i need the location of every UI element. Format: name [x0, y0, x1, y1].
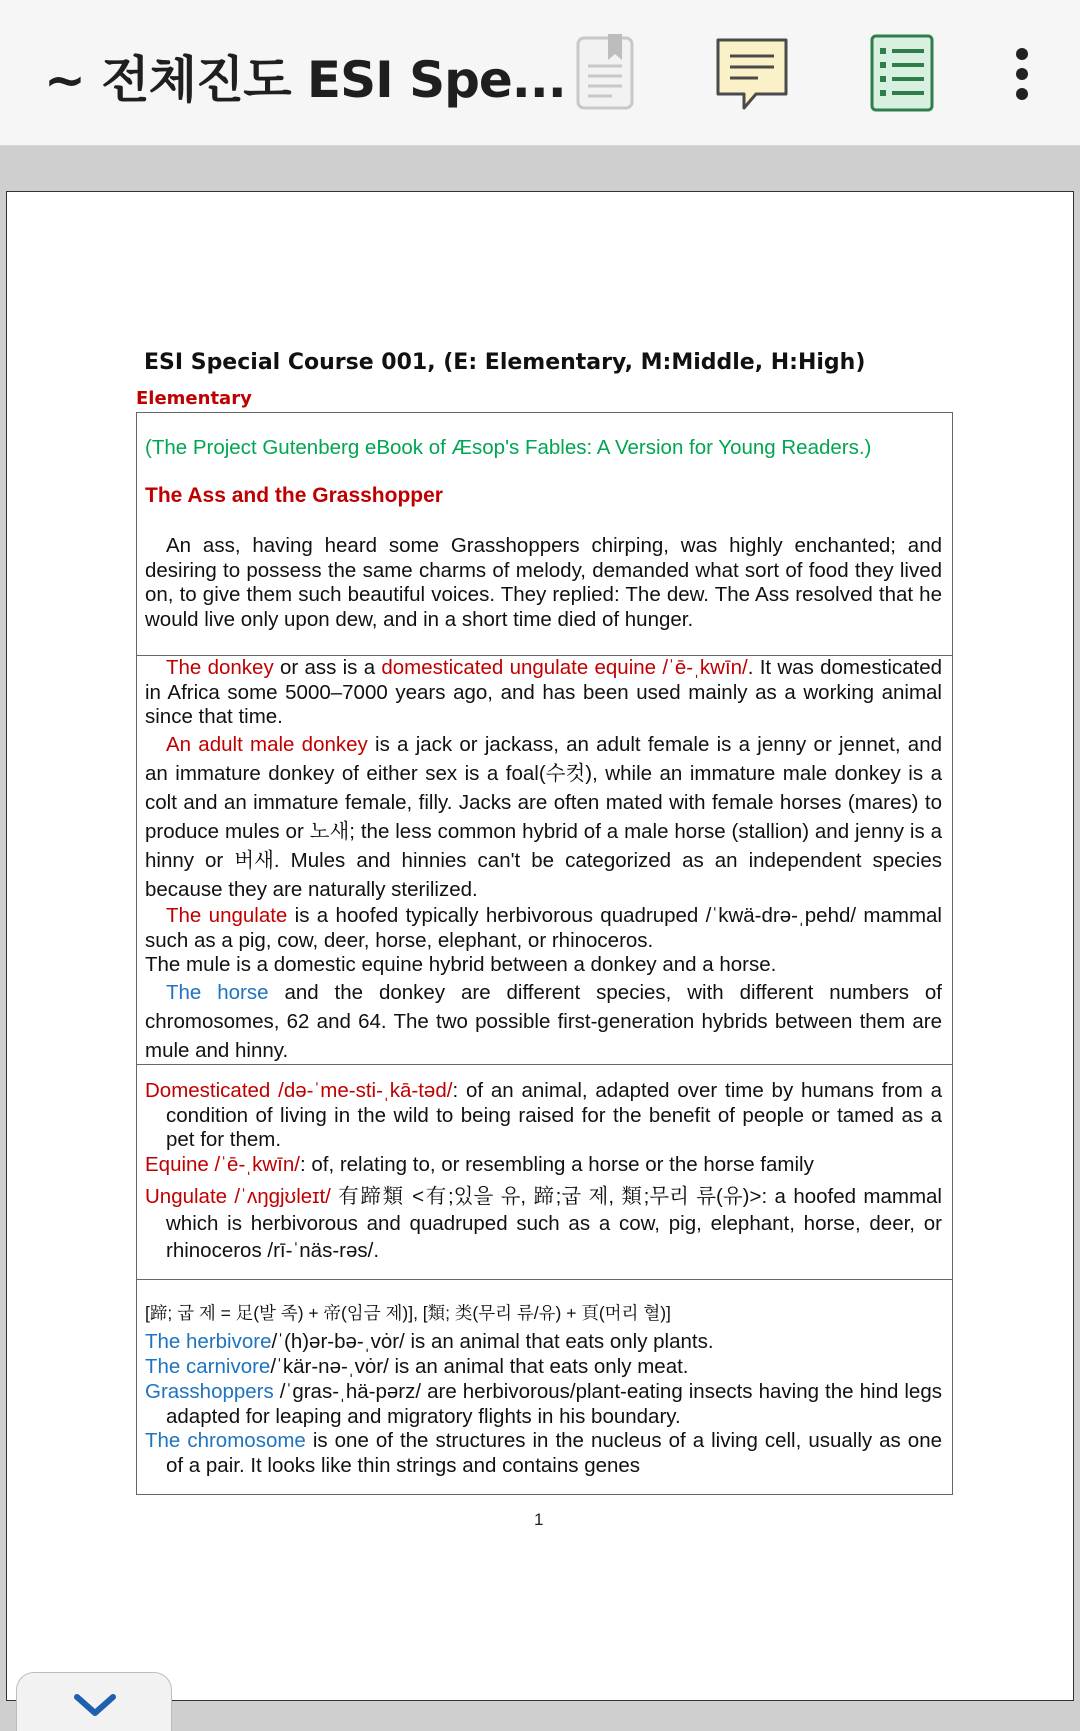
vocab-carnivore: [145, 1355, 942, 1380]
term-horse: The horse: [166, 981, 269, 1004]
definition-domesticated: [145, 1079, 942, 1153]
more-vert-icon[interactable]: [1002, 44, 1042, 104]
vocab-herbivore: [145, 1330, 942, 1355]
source-line: (The Project Gutenberg eBook of Æsop's Fables: A Version for Young Readers.): [145, 436, 872, 459]
story-text: An ass, having heard some Grasshoppers chirping, was highly enchanted; and desiring to possess the same charms of melody, demanded what sort of food they lived on, to give them such beautiful voices. They replied: The dew. The Ass resolved that he would live only upon dew, and in a short time died of hunger.: [145, 534, 942, 631]
term-ungulate-def: Ungulate /ˈʌŋgjʊleɪt/: [145, 1185, 331, 1208]
term-equine: Equine /ˈē-ˌkwīn/: [145, 1153, 300, 1176]
level-label: Elementary: [136, 388, 252, 409]
term-grasshoppers: Grasshoppers: [145, 1380, 274, 1403]
text: or ass is a: [273, 656, 382, 679]
text: 有蹄類 <有;있을 유, 蹄;굽 제, 類;무리 류(유)>: a hoofed mammal which is herbivorous and quadruped such as a cow, pig, elephant, horse, deer, or rhinoceros /rī-ˈnäs-rəs/.: [166, 1185, 942, 1262]
vocab-chromosome: [145, 1429, 942, 1478]
definition-equine: [145, 1153, 942, 1178]
mule-sentence: The mule is a domestic equine hybrid between a donkey and a horse.: [145, 953, 777, 976]
text: /ˈkär-nə-ˌvȯr/ is an animal that eats only meat.: [270, 1355, 689, 1378]
list-view-icon[interactable]: [866, 32, 946, 118]
text: is one of the structures in the nucleus of a living cell, usually as one of a pair. It looks like thin strings and contains genes: [166, 1429, 942, 1477]
text: is a hoofed typically herbivorous quadruped /ˈkwä-drə-ˌpehd/ mammal such as a pig, cow, deer, horse, elephant, or rhinoceros.: [145, 904, 942, 952]
text: is a jack or jackass, an adult female is a jenny or jennet, and an immature donkey of either sex is a foal(수컷), while an immature male donkey is a colt and an immature female, filly. Jacks are often mated with female horses (mares) to produce mules or 노새; the less common hybrid of a male horse (stallion) and jenny is a hinny or 버새. Mules and hinnies can't be categorized as an independent species because they are naturally sterilized.: [145, 733, 942, 901]
term-adult-male-donkey: An adult male donkey: [166, 733, 368, 756]
page-number: 1: [534, 1510, 544, 1529]
text: : of an animal, adapted over time by humans from a condition of living in the wild to being raised for the benefit of people or tamed as a pet for them.: [166, 1079, 943, 1151]
app-bar: [0, 0, 1080, 146]
bookmark-page-icon[interactable]: [572, 32, 652, 118]
expand-panel-tab[interactable]: [16, 1672, 172, 1731]
story-title: The Ass and the Grasshopper: [145, 484, 443, 507]
term-domesticated-ungulate-equine: domesticated ungulate equine /ˈē-ˌkwīn/: [381, 656, 748, 679]
definition-ungulate: [145, 1183, 942, 1264]
vocab-grasshoppers: [145, 1380, 942, 1429]
text: /ˈ(h)ər-bə-ˌvȯr/ is an animal that eats only plants.: [271, 1330, 714, 1353]
text: . It was domesticated in Africa some 5000–7000 years ago, and has been used mainly as a working animal since that time.: [145, 656, 943, 728]
text: and the donkey are different species, with different numbers of chromosomes, 62 and 64. The two possible first-generation hybrids between them are mule and hinny.: [145, 981, 942, 1062]
term-carnivore: The carnivore: [145, 1355, 271, 1378]
ungulate-paragraph: [145, 904, 942, 953]
adult-donkey-paragraph: [145, 730, 942, 904]
term-domesticated: Domesticated /də-ˈme-sti-ˌkā-təd/: [145, 1079, 453, 1102]
donkey-paragraph: [145, 656, 942, 730]
term-chromosome: The chromosome: [145, 1429, 306, 1452]
term-donkey: The donkey: [166, 656, 274, 679]
course-title: ESI Special Course 001, (E: Elementary, M:Middle, H:High): [144, 350, 866, 375]
horse-paragraph: [145, 978, 942, 1065]
term-herbivore: The herbivore: [145, 1330, 272, 1353]
text: : of, relating to, or resembling a horse or the horse family: [299, 1153, 814, 1176]
hanja-note: [蹄; 굽 제 = 足(발 족) + 帝(임금 제)], [類; 类(무리 류/유) + 頁(머리 혈)]: [145, 1303, 671, 1323]
text: /ˈgras-ˌhä-pərz/ are herbivorous/plant-eating insects having the hind legs adapted for leaping and migratory flights in his boundary.: [166, 1380, 942, 1428]
chevron-down-icon[interactable]: [71, 1691, 119, 1721]
document-title-bar[interactable]: ~ 전체진도 ESI Spe...: [44, 51, 566, 109]
comment-icon[interactable]: [712, 32, 792, 118]
term-ungulate: The ungulate: [166, 904, 288, 927]
